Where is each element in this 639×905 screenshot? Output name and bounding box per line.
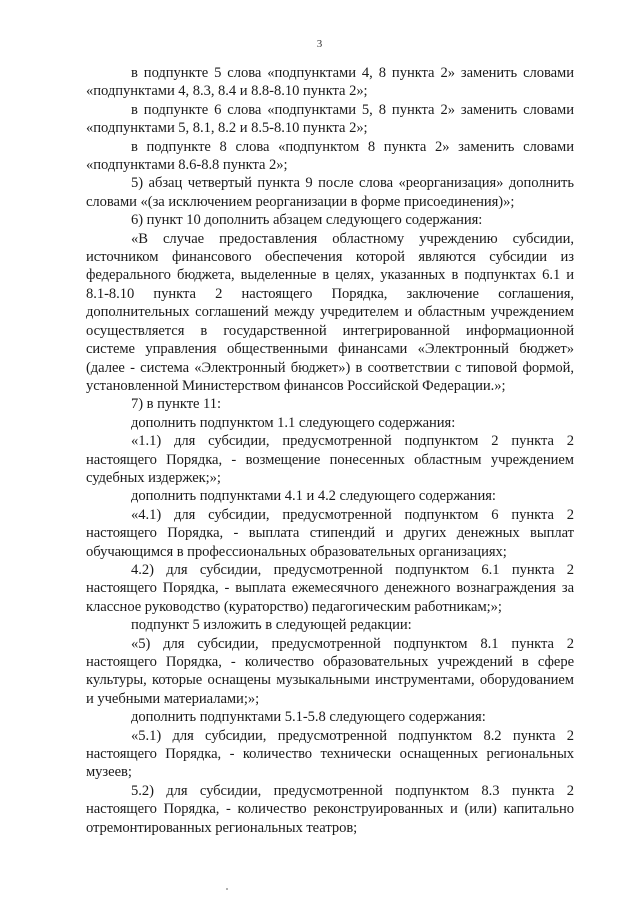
- paragraph-11: «4.1) для субсидии, предусмотренной подпунктом 6 пункта 2 настоящего Порядка, - выплата стипендий и других денежных выплат обучающимся в профессиональных образовательных организациях;: [86, 506, 574, 560]
- paragraph-10: дополнить подпунктами 4.1 и 4.2 следующего содержания:: [131, 488, 496, 505]
- paragraph-8: дополнить подпунктом 1.1 следующего содержания:: [131, 414, 456, 431]
- page-number: 3: [316, 38, 323, 50]
- paragraph-17: 5.2) для субсидии, предусмотренной подпунктом 8.3 пункта 2 настоящего Порядка, - количество реконструированных и (или) капитально отремонтированных региональных театров;: [86, 782, 574, 836]
- paragraph-15: дополнить подпунктами 5.1-5.8 следующего содержания:: [131, 709, 486, 726]
- paragraph-13: подпункт 5 изложить в следующей редакции:: [131, 617, 412, 634]
- paragraph-16: «5.1) для субсидии, предусмотренной подпунктом 8.2 пункта 2 настоящего Порядка, - количество технически оснащенных региональных музеев;: [86, 727, 574, 781]
- paragraph-6: «В случае предоставления областному учреждению субсидии, источником финансового обеспечения которой являются субсидии из федерального бюджета, выделенные в целях, указанных в подпунктах 6.1 и 8.1-8.10 пункта 2 настоящего Порядка, заключение соглашения, дополнительных соглашений между учредителем и областным учреждением осуществляется в государственной интегрированной информационной системе управления общественными финансами «Электронный бюджет» (далее - система «Электронный бюджет») в соответствии с типовой формой, установленной Министерством финансов Российской Федерации.»;: [86, 230, 574, 394]
- paragraph-2: в подпункте 6 слова «подпунктами 5, 8 пункта 2» заменить словами «подпунктами 5, 8.1, 8.2 и 8.5-8.10 пункта 2»;: [86, 101, 574, 137]
- paragraph-12: 4.2) для субсидии, предусмотренной подпунктом 6.1 пункта 2 настоящего Порядка, - выплата ежемесячного денежного вознаграждения за классное руководство (кураторство) педагогическим работникам;»;: [86, 561, 574, 615]
- paragraph-3: в подпункте 8 слова «подпунктом 8 пункта 2» заменить словами «подпунктами 8.6-8.8 пункта 2»;: [86, 138, 574, 174]
- paragraph-7: 7) в пункте 11:: [131, 396, 222, 413]
- paragraph-1: в подпункте 5 слова «подпунктами 4, 8 пункта 2» заменить словами «подпунктами 4, 8.3, 8.4 и 8.8-8.10 пункта 2»;: [86, 65, 574, 100]
- paragraph-9: «1.1) для субсидии, предусмотренной подпунктом 2 пункта 2 настоящего Порядка, - возмещение понесенных областным учреждением судебных издержек;»;: [86, 433, 574, 486]
- paragraph-4: 5) абзац четвертый пункта 9 после слова «реорганизация» дополнить словами «(за исключением реорганизации в форме присоединения)»;: [86, 175, 574, 210]
- scan-artifact-dot: [226, 888, 228, 890]
- paragraph-14: «5) для субсидии, предусмотренной подпунктом 8.1 пункта 2 настоящего Порядка, - количество образовательных учреждений в сфере культуры, которые оснащены музыкальными инструментами, оборудованием и учебными материалами;»;: [86, 635, 574, 707]
- paragraph-5: 6) пункт 10 дополнить абзацем следующего содержания:: [131, 212, 483, 229]
- document-body: [86, 64, 574, 837]
